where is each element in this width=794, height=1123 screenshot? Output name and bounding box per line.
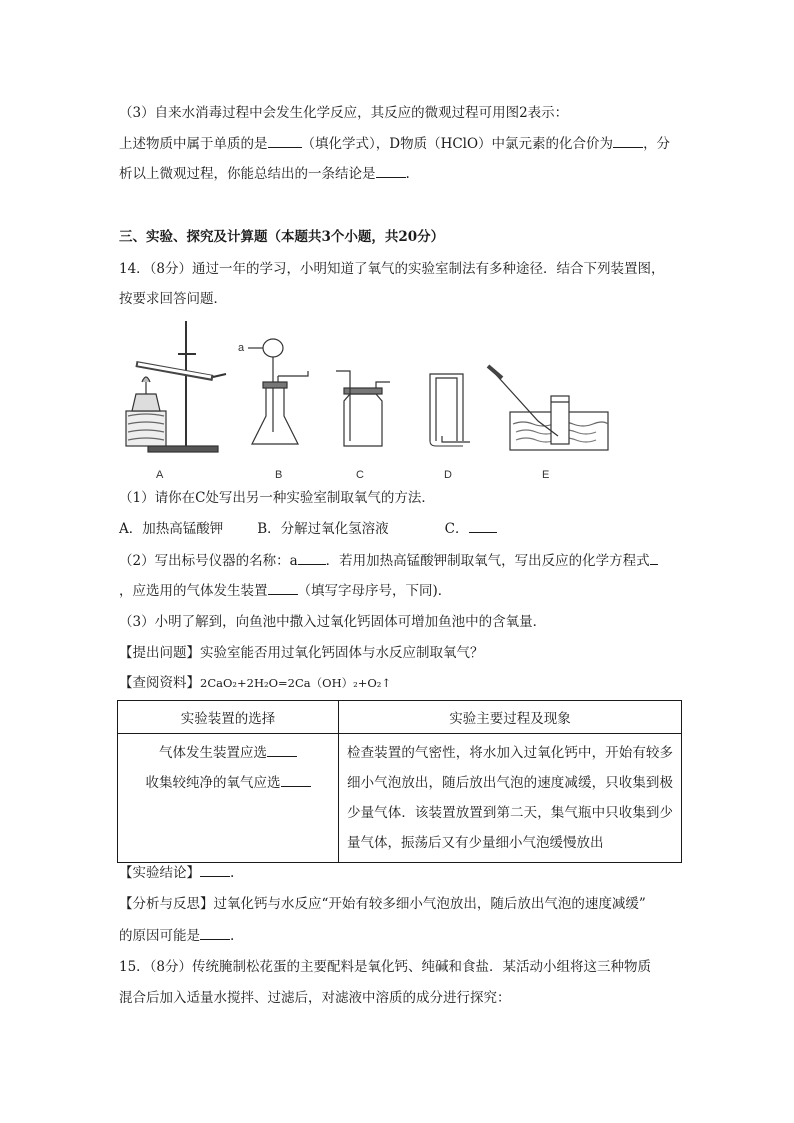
reference-equation: 2CaO₂+2H₂O=2Ca（OH）₂+O₂↑ xyxy=(200,676,392,690)
q14-part2-line1: （2）写出标号仪器的名称：a ．若用加热高锰酸钾制取氧气，写出反应的化学方程式 xyxy=(119,550,658,571)
reflection-line2: 的原因可能是 . xyxy=(119,925,234,946)
apparatus-d xyxy=(430,374,470,446)
apparatus-a xyxy=(126,321,226,452)
apparatus-figure xyxy=(118,316,638,486)
answer-blank[interactable] xyxy=(650,550,658,565)
q14-stem-line1: 14．（8分）通过一年的学习，小明知道了氧气的实验室制法有多种途径．结合下列装置图， xyxy=(119,261,665,277)
answer-blank[interactable] xyxy=(268,580,298,595)
q14-stem-line2: 按要求回答问题． xyxy=(119,291,227,307)
answer-blank[interactable] xyxy=(469,518,497,533)
apparatus-label: A xyxy=(156,469,164,481)
option-b: B．分解过氧化氢溶液 xyxy=(257,521,389,537)
reference: 【查阅资料】2CaO₂+2H₂O=2Ca（OH）₂+O₂↑ xyxy=(119,675,392,691)
table-cell-process: 检查装置的气密性，将水加入过氧化钙中，开始有较多细小气泡放出，随后放出气泡的速度减缓，只收集到极少量气体．该装置放置到第二天，集气瓶中只收集到少量气体，振荡后又有少量细小气泡缓慢放出 xyxy=(339,734,682,863)
option-c: C． xyxy=(444,521,469,537)
apparatus-b xyxy=(248,339,308,444)
conclusion: 【实验结论】 . xyxy=(119,862,234,883)
option-a: A．加热高锰酸钾 xyxy=(119,521,224,537)
q14-options xyxy=(119,518,497,539)
answer-blank[interactable] xyxy=(267,742,297,757)
answer-blank[interactable] xyxy=(376,163,406,178)
apparatus-label: B xyxy=(275,469,283,481)
apparatus-e xyxy=(488,366,608,450)
q14-part3: （3）小明了解到，向鱼池中撒入过氧化钙固体可增加鱼池中的含氧量． xyxy=(119,614,547,630)
answer-blank[interactable] xyxy=(281,772,311,787)
answer-blank[interactable] xyxy=(613,133,643,148)
reflection-line1: 【分析与反思】过氧化钙与水反应“开始有较多细小气泡放出，随后放出气泡的速度减缓” xyxy=(119,896,646,912)
table-header-row xyxy=(118,701,682,734)
q15-stem-line2: 混合后加入适量水搅拌、过滤后，对滤液中溶质的成分进行探究： xyxy=(119,990,511,1006)
table-header-cell: 实验主要过程及现象 xyxy=(339,701,682,734)
apparatus-label: D xyxy=(444,469,452,481)
table-header-cell: 实验装置的选择 xyxy=(118,701,339,734)
q15-stem-line1: 15．（8分）传统腌制松花蛋的主要配料是氧化钙、纯碱和食盐．某活动小组将这三种物质 xyxy=(119,959,652,975)
table-cell-apparatus: 气体发生装置应选 收集较纯净的氧气应选 xyxy=(118,734,339,863)
apparatus-label: C xyxy=(356,469,364,481)
answer-blank[interactable] xyxy=(268,133,302,148)
experiment-table xyxy=(117,700,682,863)
apparatus-label: E xyxy=(542,469,550,481)
apparatus-mark-a: a xyxy=(238,342,245,354)
section-heading: 三、实验、探究及计算题（本题共3个小题，共20分） xyxy=(119,229,445,245)
answer-blank[interactable] xyxy=(298,550,326,565)
answer-blank[interactable] xyxy=(200,925,230,940)
q13-part3-line2: 上述物质中属于单质的是 （填化学式），D物质（HClO）中氯元素的化合价为 ，分 xyxy=(119,133,670,154)
answer-blank[interactable] xyxy=(200,862,230,877)
table-row xyxy=(118,734,682,863)
question-raised: 【提出问题】实验室能否用过氧化钙固体与水反应制取氧气？ xyxy=(119,645,484,661)
q14-part1: （1）请你在C处写出另一种实验室制取氧气的方法． xyxy=(119,490,435,506)
q13-part3-intro: （3）自来水消毒过程中会发生化学反应，其反应的微观过程可用图2表示： xyxy=(119,105,569,121)
apparatus-c xyxy=(336,371,390,446)
q13-part3-line3: 析以上微观过程，你能总结出的一条结论是 . xyxy=(119,163,410,184)
q14-part2-line2: ，应选用的气体发生装置 （填写字母序号，下同)． xyxy=(119,580,451,601)
